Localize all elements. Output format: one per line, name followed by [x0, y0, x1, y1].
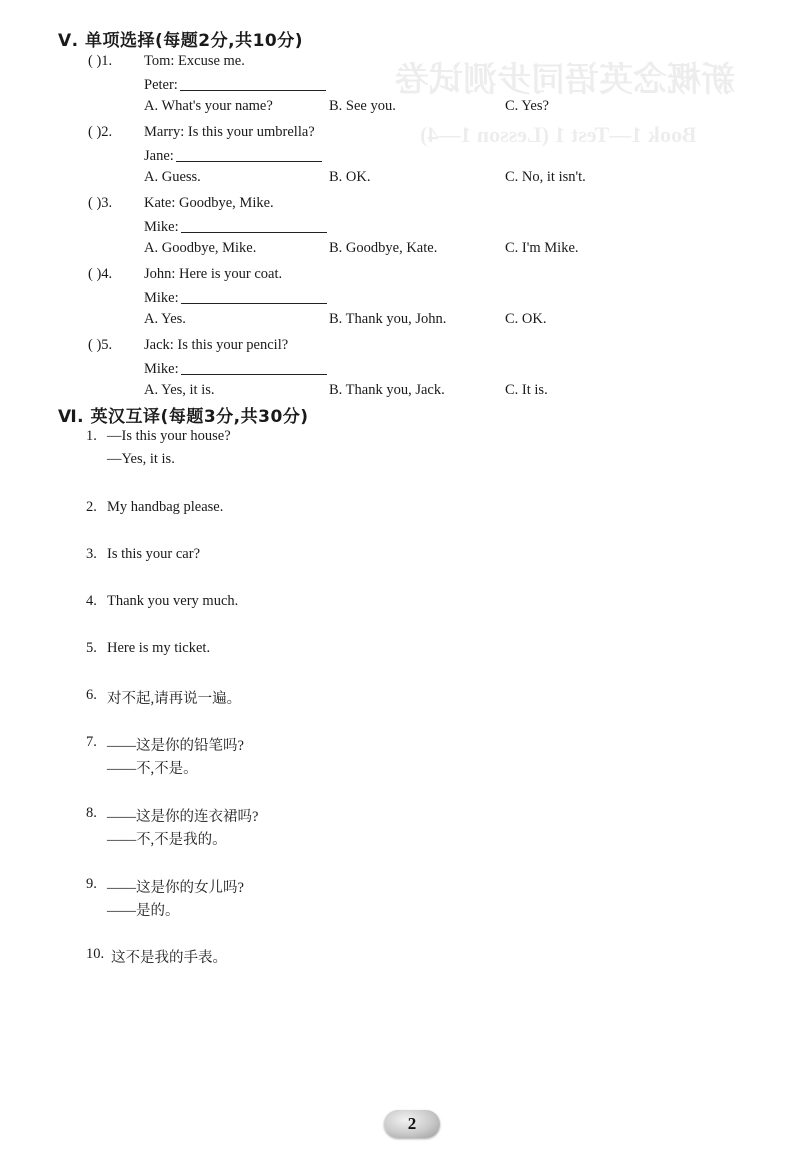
responder-name: Mike:: [144, 219, 179, 235]
bleed-through-subtitle: Book 1—Test 1 (Lesson 1—4): [420, 122, 697, 147]
item-number: 4.: [86, 593, 97, 609]
question-number: ( )3.: [88, 195, 113, 211]
item-number: 7.: [86, 734, 97, 750]
answer-line: [144, 360, 327, 378]
question-number: ( )4.: [88, 266, 113, 282]
item-number: 2.: [86, 499, 97, 515]
item-text: My handbag please.: [107, 499, 224, 515]
answer-blank[interactable]: [181, 218, 327, 233]
answer-blank[interactable]: [181, 289, 327, 304]
question-prompt: Kate: Goodbye, Mike.: [144, 195, 274, 211]
item-number: 9.: [86, 876, 97, 892]
item-number: 1.: [86, 428, 97, 444]
option-c: C. Yes?: [505, 98, 549, 114]
item-text: ——不,不是。: [107, 761, 198, 777]
answer-blank[interactable]: [181, 360, 327, 375]
option-b: B. See you.: [329, 98, 396, 114]
option-b: B. OK.: [329, 169, 371, 185]
item-text: ——是的。: [107, 903, 180, 919]
item-text: 这不是我的手表。: [111, 950, 227, 966]
answer-line: [144, 147, 322, 165]
option-c: C. No, it isn't.: [505, 169, 586, 185]
question-prompt: Marry: Is this your umbrella?: [144, 124, 315, 140]
option-b: B. Goodbye, Kate.: [329, 240, 438, 256]
item-text: ——不,不是我的。: [107, 832, 227, 848]
question-prompt: John: Here is your coat.: [144, 266, 283, 282]
answer-line: [144, 218, 327, 236]
option-c: C. OK.: [505, 311, 547, 327]
item-number: 3.: [86, 546, 97, 562]
item-text: Thank you very much.: [107, 593, 239, 609]
option-b: B. Thank you, Jack.: [329, 382, 445, 398]
option-a: A. Goodbye, Mike.: [144, 240, 257, 256]
option-a: A. Yes.: [144, 311, 186, 327]
bleed-through-title: 新概念英语同步测试卷: [395, 60, 735, 100]
option-a: A. Guess.: [144, 169, 201, 185]
item-number: 5.: [86, 640, 97, 656]
item-number: 10.: [86, 946, 105, 962]
option-a: A. What's your name?: [144, 98, 273, 114]
responder-name: Peter:: [144, 77, 178, 93]
question-number: ( )2.: [88, 124, 113, 140]
answer-blank[interactable]: [180, 76, 326, 91]
section-5-title: Ⅴ. 单项选择(每题2分,共10分): [58, 31, 304, 51]
item-text: ——这是你的女儿吗?: [107, 880, 244, 896]
item-text: Is this your car?: [107, 546, 201, 562]
section-6-title: Ⅵ. 英汉互译(每题3分,共30分): [58, 407, 309, 427]
answer-line: [144, 289, 327, 307]
item-text: ——这是你的铅笔吗?: [107, 738, 244, 754]
answer-blank[interactable]: [176, 147, 322, 162]
option-c: C. It is.: [505, 382, 548, 398]
item-number: 8.: [86, 805, 97, 821]
responder-name: Mike:: [144, 290, 179, 306]
question-number: ( )5.: [88, 337, 113, 353]
question-number: ( )1.: [88, 53, 113, 69]
option-c: C. I'm Mike.: [505, 240, 579, 256]
question-prompt: Jack: Is this your pencil?: [144, 337, 289, 353]
responder-name: Mike:: [144, 361, 179, 377]
item-number: 6.: [86, 687, 97, 703]
item-text: 对不起,请再说一遍。: [107, 691, 242, 707]
item-text: —Is this your house?: [107, 428, 231, 444]
option-b: B. Thank you, John.: [329, 311, 447, 327]
page-number-badge: [384, 1110, 440, 1138]
answer-line: [144, 76, 326, 94]
question-prompt: Tom: Excuse me.: [144, 53, 245, 69]
item-text: ——这是你的连衣裙吗?: [107, 809, 259, 825]
item-text: Here is my ticket.: [107, 640, 211, 656]
page-number: 2: [407, 1114, 417, 1133]
option-a: A. Yes, it is.: [144, 382, 215, 398]
item-text: —Yes, it is.: [107, 451, 175, 467]
responder-name: Jane:: [144, 148, 174, 164]
